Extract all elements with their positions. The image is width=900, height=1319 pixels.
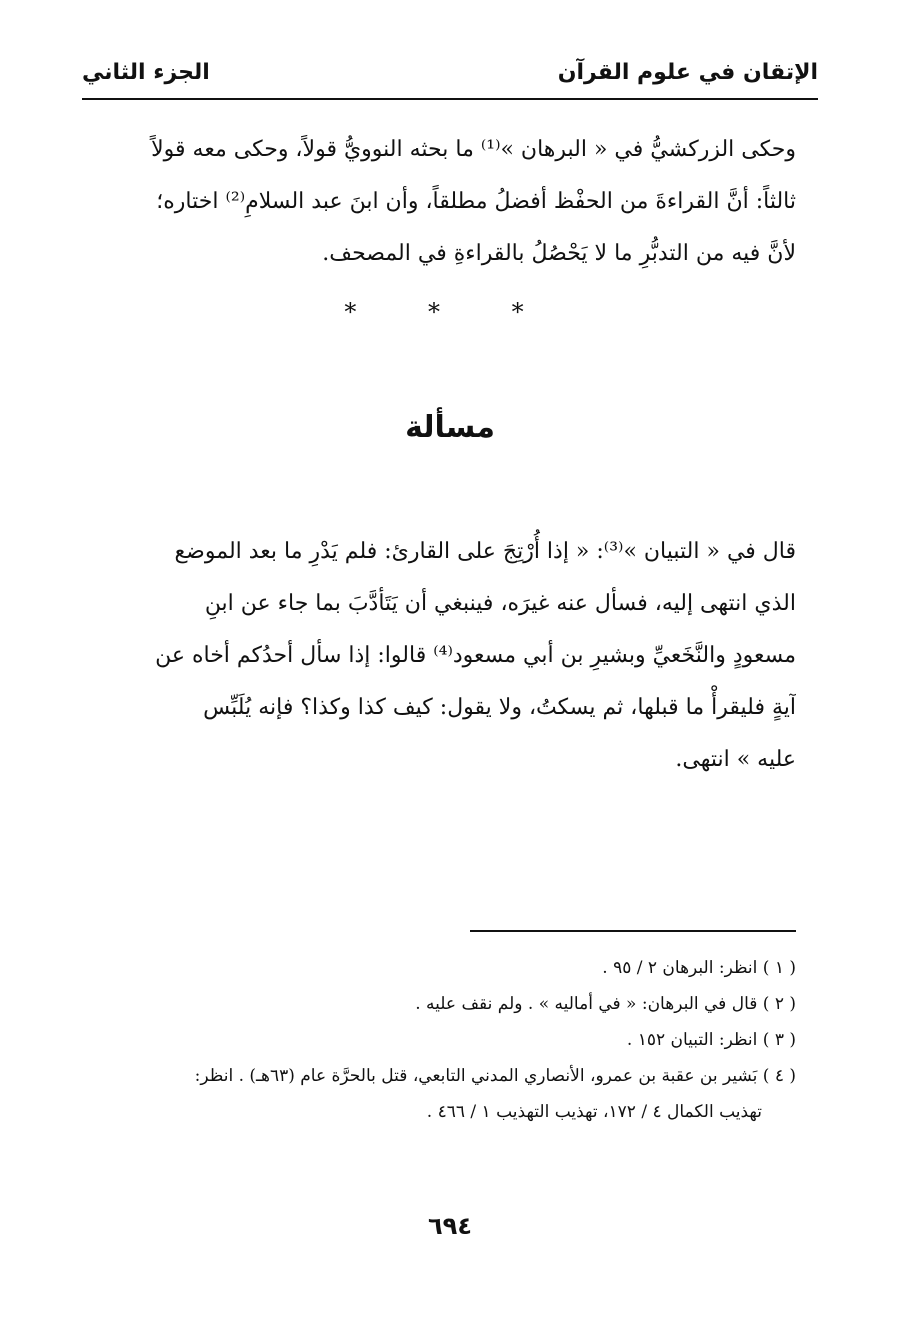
text-line: عليه » انتهى. xyxy=(675,747,796,772)
footnote-4-continuation: تهذيب الكمال ٤ / ١٧٢، تهذيب التهذيب ١ / ٤٦٦ . xyxy=(426,1102,762,1122)
text-line: وحكى الزركشيُّ في « البرهان »⁽¹⁾ ما بحثه النوويُّ قولاً، وحكى معه قولاً xyxy=(151,137,796,162)
text-line: مسعودٍ والنَّخَعيِّ وبشيرِ بن أبي مسعود⁽⁴⁾ قالوا: إذا سأل أحدُكم أخاه عن xyxy=(155,643,796,668)
footnote-divider xyxy=(470,930,796,932)
text-line: قال في « التبيان »⁽³⁾: « إذا أُرْتِجَ على القارئ: فلم يَدْرِ ما بعد الموضع xyxy=(174,539,796,564)
book-title: الإتقان في علوم القرآن xyxy=(557,60,818,85)
paragraph-zarkashi xyxy=(82,124,796,280)
footnotes xyxy=(82,950,796,1130)
text-line: ثالثاً: أنَّ القراءةَ من الحفْظ أفضلُ مطلقاً، وأن ابنَ عبد السلامِ⁽²⁾ اختاره؛ xyxy=(156,189,796,214)
part-label: الجزء الثاني xyxy=(82,60,210,85)
footnote-4: ( ٤ ) بَشير بن عقبة بن عمرو، الأنصاري المدني التابعي، قتل بالحرَّة عام (٦٣هـ) . انظر: xyxy=(194,1066,796,1086)
footnote-2: ( ٢ ) قال في البرهان: « في أماليه » . ولم نقف عليه . xyxy=(415,994,796,1014)
section-title: مسألة xyxy=(405,410,495,445)
footnote-1: ( ١ ) انظر: البرهان ٢ / ٩٥ . xyxy=(602,958,796,978)
section-separator: * * * xyxy=(344,298,556,326)
page-number: ٦٩٤ xyxy=(428,1212,472,1240)
footnote-3: ( ٣ ) انظر: التبيان ١٥٢ . xyxy=(626,1030,796,1050)
paragraph-tibyan xyxy=(82,526,796,786)
text-line: الذي انتهى إليه، فسأل عنه غيرَه، فينبغي أن يَتَأدَّبَ بما جاء عن ابنِ xyxy=(204,591,796,616)
text-line: آيةٍ فليقرأْ ما قبلها، ثم يسكتُ، ولا يقول: كيف كذا وكذا؟ فإنه يُلَبِّس xyxy=(203,695,796,720)
text-line: لأنَّ فيه من التدبُّرِ ما لا يَحْصُلُ بالقراءةِ في المصحف. xyxy=(322,241,796,266)
running-header xyxy=(82,58,818,100)
